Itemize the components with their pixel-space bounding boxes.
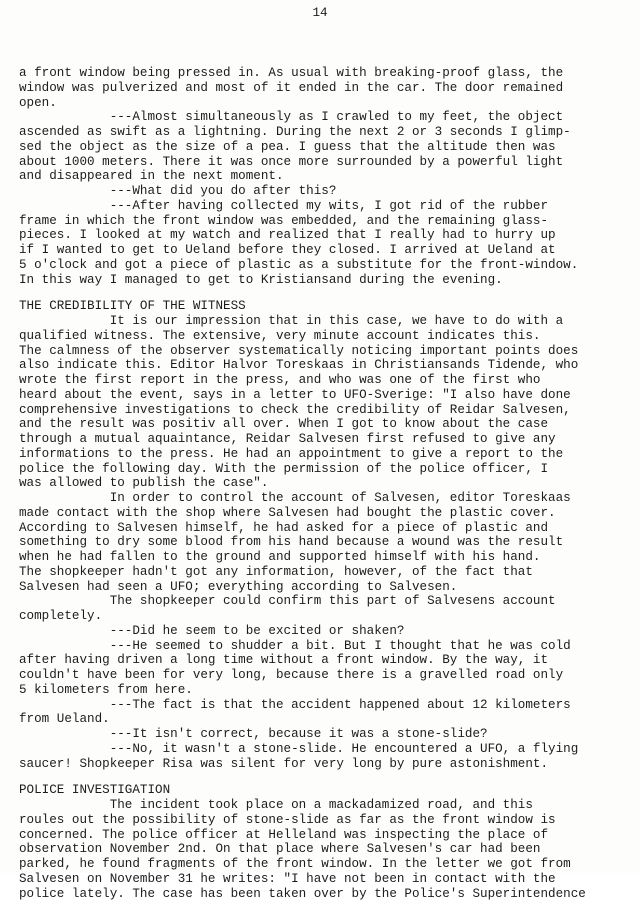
text-line: frame in which the front window was embedded, and the remaining glass- xyxy=(19,214,631,229)
text-line: completely. xyxy=(19,609,631,624)
text-line: ---Almost simultaneously as I crawled to my feet, the object xyxy=(19,110,631,125)
text-line: ---What did you do after this? xyxy=(19,184,631,199)
text-line: heard about the event, says in a letter to UFO-Sverige: "I also have done xyxy=(19,388,631,403)
text-line: informations to the press. He had an appointment to give a report to the xyxy=(19,447,631,462)
text-line: from Ueland. xyxy=(19,712,631,727)
text-line: a front window being pressed in. As usual with breaking-proof glass, the xyxy=(19,66,631,81)
text-line: concerned. The police officer at Helleland was inspecting the place of xyxy=(19,828,631,843)
section-heading: POLICE INVESTIGATION xyxy=(19,783,631,798)
page-number: 14 xyxy=(0,6,640,21)
text-line: something to dry some blood from his hand because a wound was the result xyxy=(19,535,631,550)
text-line: observation November 2nd. On that place where Salvesen's car had been xyxy=(19,842,631,857)
text-line: parked, he found fragments of the front window. In the letter we got from xyxy=(19,857,631,872)
text-line: and the result was positiv all over. When I got to know about the case xyxy=(19,417,631,432)
text-line: The calmness of the observer systematically noticing important points does xyxy=(19,344,631,359)
text-line: was allowed to publish the case". xyxy=(19,476,631,491)
text-line: sed the object as the size of a pea. I guess that the altitude then was xyxy=(19,140,631,155)
text-line: saucer! Shopkeeper Risa was silent for very long by pure astonishment. xyxy=(19,757,631,772)
text-line: ---No, it wasn't a stone-slide. He encountered a UFO, a flying xyxy=(19,742,631,757)
text-line: open. xyxy=(19,96,631,111)
text-line: ---Did he seem to be excited or shaken? xyxy=(19,624,631,639)
text-line: about 1000 meters. There it was once more surrounded by a powerful light xyxy=(19,155,631,170)
text-line: wrote the first report in the press, and who was one of the first who xyxy=(19,373,631,388)
text-line: The incident took place on a mackadamized road, and this xyxy=(19,798,631,813)
text-line: ascended as swift as a lightning. During the next 2 or 3 seconds I glimp- xyxy=(19,125,631,140)
text-line: police lately. The case has been taken over by the Police's Superintendence xyxy=(19,887,631,901)
text-line: In order to control the account of Salvesen, editor Toreskaas xyxy=(19,491,631,506)
text-line: made contact with the shop where Salvesen had bought the plastic cover. xyxy=(19,506,631,521)
text-line: 5 o'clock and got a piece of plastic as a substitute for the front-window. xyxy=(19,258,631,273)
paragraph-gap xyxy=(19,771,631,783)
text-line: also indicate this. Editor Halvor Toreskaas in Christiansands Tidende, who xyxy=(19,358,631,373)
document-body xyxy=(19,66,631,901)
text-line: ---It isn't correct, because it was a stone-slide? xyxy=(19,727,631,742)
text-line: after having driven a long time without a front window. By the way, it xyxy=(19,653,631,668)
text-line: In this way I managed to get to Kristiansand during the evening. xyxy=(19,273,631,288)
paragraph-gap xyxy=(19,287,631,299)
text-line: ---After having collected my wits, I got rid of the rubber xyxy=(19,199,631,214)
text-line: comprehensive investigations to check the credibility of Reidar Salvesen, xyxy=(19,403,631,418)
text-line: police the following day. With the permission of the police officer, I xyxy=(19,462,631,477)
text-line: ---He seemed to shudder a bit. But I thought that he was cold xyxy=(19,639,631,654)
text-line: and disappeared in the next moment. xyxy=(19,169,631,184)
text-line: Salvesen had seen a UFO; everything according to Salvesen. xyxy=(19,580,631,595)
text-line: The shopkeeper could confirm this part of Salvesens account xyxy=(19,594,631,609)
text-line: roules out the possibility of stone-slide as far as the front window is xyxy=(19,813,631,828)
text-line: It is our impression that in this case, we have to do with a xyxy=(19,314,631,329)
text-line: Salvesen on November 31 he writes: "I have not been in contact with the xyxy=(19,872,631,887)
text-line: According to Salvesen himself, he had asked for a piece of plastic and xyxy=(19,521,631,536)
text-line: The shopkeeper hadn't got any information, however, of the fact that xyxy=(19,565,631,580)
text-line: couldn't have been for very long, because there is a gravelled road only xyxy=(19,668,631,683)
text-line: window was pulverized and most of it ended in the car. The door remained xyxy=(19,81,631,96)
text-line: through a mutual aquaintance, Reidar Salvesen first refused to give any xyxy=(19,432,631,447)
text-line: qualified witness. The extensive, very minute account indicates this. xyxy=(19,329,631,344)
text-line: when he had fallen to the ground and supported himself with his hand. xyxy=(19,550,631,565)
text-line: 5 kilometers from here. xyxy=(19,683,631,698)
section-heading: THE CREDIBILITY OF THE WITNESS xyxy=(19,299,631,314)
text-line: pieces. I looked at my watch and realized that I really had to hurry up xyxy=(19,228,631,243)
text-line: ---The fact is that the accident happened about 12 kilometers xyxy=(19,698,631,713)
text-line: if I wanted to get to Ueland before they closed. I arrived at Ueland at xyxy=(19,243,631,258)
